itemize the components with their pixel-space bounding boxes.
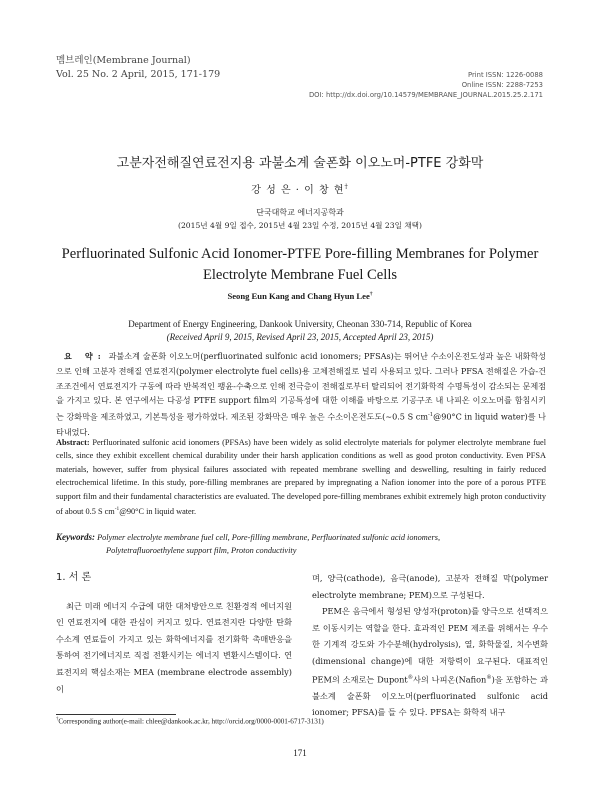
korean-abstract-label: 요 약: — [64, 351, 106, 361]
english-author-names: Seong Eun Kang and Chang Hyun Lee — [227, 291, 370, 301]
keywords-line-2: Polytetrafluoroethylene support film, Proton conductivity — [106, 546, 297, 555]
pem-text-b: 사의 나피온(Nafion — [413, 674, 487, 685]
english-dates: (Received April 9, 2015, Revised April 23, 2015, Accepted April 23, 2015) — [166, 332, 434, 342]
english-title: Perfluorinated Sulfonic Acid Ionomer-PTFE Pore-filling Membranes for Polymer Electrolyte Membrane Fuel Cells — [61, 246, 539, 283]
issn-block — [309, 70, 543, 100]
korean-abstract-text: 과불소계 술폰화 이오노머(perfluorinated sulfonic acid ionomers; PFSAs)는 뛰어난 수소이온전도성과 높은 내화학성으로 인해 고분자 전해질 연료전지(polymer electrolyte fuel cells)용 고체전해질로 널리 사용되고 있다. 그러나 PFSA 전해질은 가습-건조조건에서 연료전지가 구동에 따라 반복적인 팽윤-수축으로 인해 전극층이 전해질로부터 탈리되어 전기화학적 수명특성이 감소되는 문제점을 가지고 있다. 본 연구에서는 다공성 PTFE support film의 기공특성에 대한 이해를 바탕으로 기공구조 내 나피온 이오노머를 함침시키는 강화막을 제조하였고, 기본특성을 평가하였다. 제조된 강화막은 매우 높은 수소이온전도도(~0.5 S cm — [56, 351, 546, 422]
footnote-divider — [56, 714, 176, 715]
english-abstract-tail: @90°C in liquid water. — [119, 506, 197, 516]
keywords-line-1: Polymer electrolyte membrane fuel cell, Pore-filling membrane, Perfluorinated sulfonic acid ionomers, — [97, 533, 441, 542]
korean-dates: (2015년 4월 9일 접수, 2015년 4월 23일 수정, 2015년 4월 23일 채택) — [178, 221, 422, 230]
english-affiliation: Department of Energy Engineering, Dankook University, Cheonan 330-714, Republic of Korea — [128, 319, 472, 329]
keywords — [56, 531, 546, 557]
english-authors — [0, 291, 600, 301]
korean-title: 고분자전해질연료전지용 과불소계 술폰화 이오노머-PTFE 강화막 — [116, 156, 484, 171]
footnote-text: Corresponding author(e-mail: chlee@dankook.ac.kr, http://orcid.org/0000-0001-6717-3131) — [58, 717, 324, 726]
english-affiliation-block — [0, 318, 600, 344]
journal-volume: Vol. 25 No. 2 April, 2015, 171-179 — [56, 69, 221, 80]
pem-paragraph — [312, 603, 548, 721]
registered-mark: ® — [407, 674, 414, 681]
intro-continued: 며, 양극(cathode), 음극(anode), 고분자 전해질 막(polymer electrolyte membrane; PEM)으로 구성된다. — [312, 573, 548, 600]
korean-author-names: 강 성 은 · 이 창 현 — [251, 185, 345, 196]
english-abstract-label: Abstract: — [56, 438, 90, 447]
english-corresponding-mark: † — [369, 291, 373, 298]
footnote — [56, 717, 324, 725]
journal-name: 멤브레인(Membrane Journal) — [56, 55, 191, 66]
korean-abstract-sup: -1 — [428, 412, 434, 419]
right-column — [312, 570, 548, 721]
english-abstract — [56, 436, 546, 518]
pem-text-a: PEM은 음극에서 형성된 양성자(proton)를 양극으로 선택적으로 이동시키는 역할을 한다. 효과적인 PEM 제조를 위해서는 우수한 기계적 강도와 가수분해(hydrolysis), 열, 화학물질, 치수변화(dimensional change)에 대한 저항력이 요구된다. 대표적인 PEM의 소재로는 Dupont — [312, 606, 548, 685]
online-issn: Online ISSN: 2288-7253 — [461, 81, 543, 89]
keywords-label: Keywords: — [56, 532, 95, 542]
pem-text-c: )을 포함하는 과불소계 술폰화 이오노머(perfluorinated sulfonic acid ionomer; PFSA)를 들 수 있다. PFSA는 화학적 내구 — [312, 674, 548, 718]
print-issn: Print ISSN: 1226-0088 — [467, 71, 543, 79]
english-abstract-sup: -1 — [114, 506, 120, 513]
footnote-mark: † — [56, 717, 59, 722]
korean-abstract — [56, 349, 546, 439]
corresponding-mark: † — [344, 182, 349, 191]
page-number: 171 — [293, 748, 307, 758]
left-column — [56, 570, 292, 697]
korean-affiliation: 단국대학교 에너지공학과 — [256, 208, 344, 217]
english-abstract-text: Perfluorinated sulfonic acid ionomers (PFSAs) have been widely as solid electrolyte materials for polymer electrolyte membrane fuel cells, since they exhibit excellent chemical durability under their harsh application conditions as well as good proton conductivity. Even PFSA materials, however, suffer from physical failures associated with repeated membrane swelling and deswelling, resulting in fairly reduced electrochemical lifetime. In this study, pore-filling membranes are prepared by impregnating a Nafion ionomer into the pore of a porous PTFE support film and their fundamental characteristics are evaluated. The developed pore-filling membranes exhibit extremely high proton conductivity of about 0.5 S cm — [56, 438, 546, 516]
korean-authors — [0, 181, 600, 196]
registered-mark-2: ® — [486, 674, 492, 681]
journal-header — [56, 54, 220, 82]
section-heading: 1. 서 론 — [56, 572, 92, 583]
doi-link[interactable]: DOI: http://dx.doi.org/10.14579/MEMBRANE_JOURNAL.2015.25.2.171 — [308, 91, 543, 99]
korean-abstract-tail: @90°C in liquid water)를 나타내었다. — [56, 411, 546, 437]
intro-paragraph: 최근 미래 에너지 수급에 대한 대처방안으로 친환경적 에너지원인 연료전지에 대한 관심이 커지고 있다. 연료전지란 다양한 탄화수소계 연료들이 가지고 있는 화학에너지를 전기화학 촉매반응을 통하여 전기에너지로 직접 전환시키는 에너지 변환시스템이다. 연료전지의 핵심소재는 MEA (membrane electrode assembly)이 — [56, 600, 292, 694]
